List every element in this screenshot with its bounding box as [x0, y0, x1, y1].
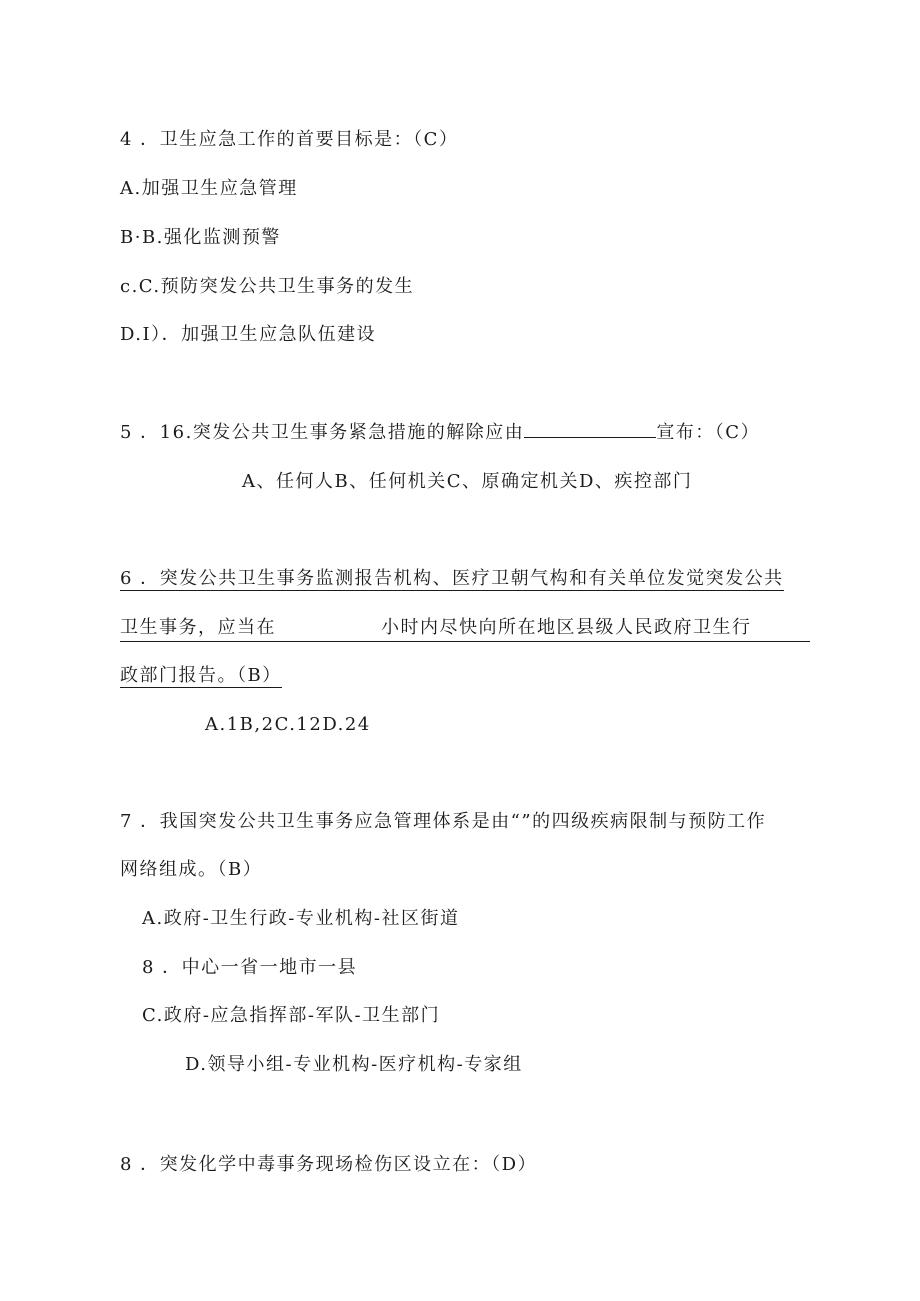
- q6-line-1-text: 6 ．突发公共卫生事务监测报告机构、医疗卫朝气构和有关单位发觉突发公共: [120, 568, 784, 589]
- q7-line-2: 网络组成。（B）: [120, 859, 263, 880]
- q6-line-2-text: 卫生事务，应当在: [120, 617, 276, 638]
- q7-option-c: C.政府-应急指挥部-军队-卫生部门: [142, 1005, 441, 1026]
- q7-option-a: A.政府-卫生行政-专业机构-社区街道: [142, 908, 460, 929]
- q7-option-d: D.领导小组-专业机构-医疗机构-专家组: [185, 1054, 523, 1075]
- q4-option-d: D.I）．加强卫生应急队伍建设: [120, 324, 377, 345]
- q4-option-b: B·B.强化监测预警: [120, 227, 281, 248]
- q6-underline-rule: [120, 641, 810, 642]
- q6-options: A.1B,2C.12D.24: [205, 714, 371, 735]
- q6-line-3: [120, 664, 282, 688]
- q6-line-2-text-end: 小时内尽快向所在地区县级人民政府卫生行: [381, 617, 752, 638]
- q5-answer-blank: [524, 423, 656, 438]
- q8-question: 8 ．突发化学中毒事务现场检伤区设立在：（D）: [120, 1154, 538, 1175]
- q7-option-b: 8 ．中心一省一地市一县: [142, 957, 358, 978]
- q5-question-text: 5 ．16.突发公共卫生事务紧急措施的解除应由: [120, 422, 525, 443]
- q6-line-3-text: 政部门报告。（B）: [120, 665, 282, 686]
- q5-question-text-end: 宣布：（C）: [656, 422, 761, 443]
- q7-line-1: 7 ．我国突发公共卫生事务应急管理体系是由“”的四级疾病限制与预防工作: [120, 811, 767, 832]
- q4-question: 4 ．卫生应急工作的首要目标是：（C）: [120, 129, 459, 150]
- q6-line-1: [120, 567, 784, 591]
- q6-line-2: [120, 616, 752, 640]
- q5-options: A、任何人B、任何机关C、原确定机关D、疾控部门: [242, 471, 693, 492]
- q4-option-a: A.加强卫生应急管理: [120, 178, 298, 199]
- q5-question: [120, 421, 760, 445]
- q4-option-c: c.C.预防突发公共卫生事务的发生: [120, 276, 415, 297]
